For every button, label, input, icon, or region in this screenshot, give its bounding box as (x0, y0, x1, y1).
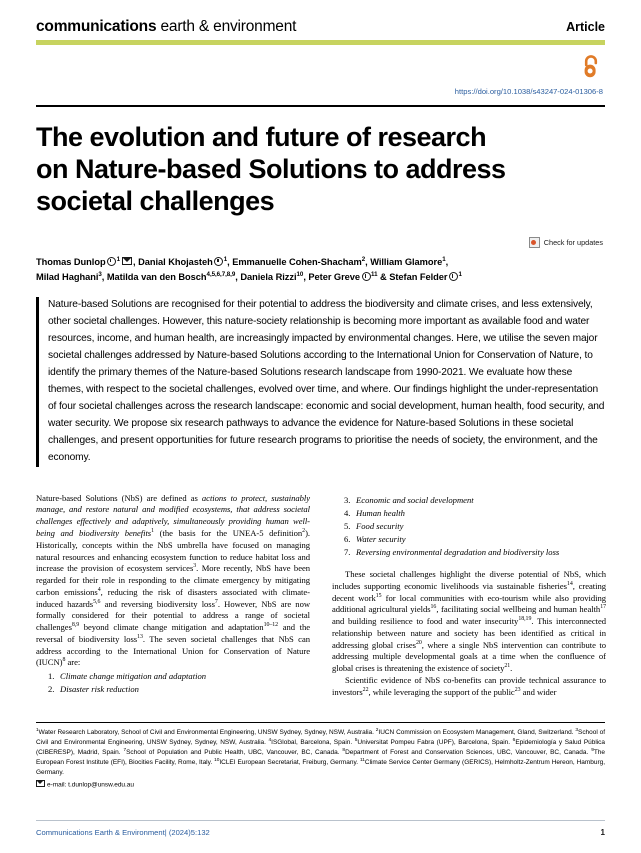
envelope-icon (36, 780, 45, 787)
intro-text-a: Nature-based Solutions (NbS) are defined as (36, 492, 202, 503)
affiliation-text: Water Research Laboratory, School of Civil and Environmental Engineering, UNSW Sydney, Sydney, NSW, Australia. (38, 729, 376, 736)
ref-21[interactable]: 21 (504, 663, 511, 670)
list-item (332, 546, 606, 559)
intro-text-b: (the basis for the UNEA-5 definition (154, 527, 303, 538)
list-item-number: 1. (48, 671, 55, 682)
orcid-icon[interactable] (449, 272, 458, 281)
affiliation-number: 9 (591, 747, 594, 753)
author-name[interactable]: Peter Greve (308, 272, 361, 283)
author-name[interactable]: Daniela Rizzi (240, 272, 297, 283)
journal-title (36, 18, 296, 36)
affiliation-text: Universitat Pompeu Fabra (UPF), Barcelona, Spain. (357, 739, 513, 747)
check-for-updates-badge[interactable] (36, 237, 605, 248)
abstract-text: Nature-based Solutions are recognised for their potential to address the biodiversity and climate crises, and less extensively, other societal challenges. However, this nature-society relationship is becoming more important as available food and water resources, income, and human health, are increasingly impacted by environmental changes. Here, we utilise the seven major societal challenges addressed by Nature-based Solutions according to the International Union for Conservation of Nature, to identify the primary themes of the Nature-based Solutions research landscape from 1990-2021. We evaluate how these themes, with respect to the societal challenges, evolved over time, and where. Our findings highlight the under-representation of four societal challenges across the research landscape: economic and social development, human health, food security, and water security. We propose six research pathways to advance the evidence for Nature-based Solutions in these societal challenges, and present opportunities for future research programs to prioritise the needs of society, the environment, and the economy. (48, 299, 605, 463)
right2-text-b: , while leveraging the support of the public (368, 686, 515, 697)
author-name[interactable]: Danial Khojasteh (138, 257, 213, 268)
author-line-1: Thomas Dunlop $^1$ , Danial Khojasteh $^1$, Emmanuelle Cohen-Shacham$^2$, William Glamore$^1$, (36, 256, 449, 268)
orcid-icon[interactable] (214, 257, 223, 266)
list-item-number: 2. (48, 684, 55, 695)
intro-text-f: and reversing biodiversity loss (100, 598, 215, 609)
footer-journal-name: Communications Earth & Environment (36, 828, 165, 837)
ref-15[interactable]: 15 (375, 592, 382, 599)
right-text-e: and building resilience to food and water insecurity (332, 616, 519, 627)
list-item-label: Economic and social development (356, 494, 474, 505)
ref-4[interactable]: 4 (97, 586, 101, 593)
list-item (332, 507, 606, 520)
list-item-label: Food security (356, 520, 404, 531)
intro-text-j: . The seven societal challenges that NbS can address according to the International Union for Conservation of Nature (IUCN) (36, 633, 310, 668)
journal-title-rest: earth & environment (156, 18, 297, 35)
author-affiliation-ref[interactable]: 2 (361, 256, 366, 264)
journal-title-bold: communications (36, 18, 157, 35)
affiliation-number: 5 (354, 737, 358, 743)
intro-text-i: and the reversal of biodiversity loss (36, 622, 310, 644)
intro-text-d: . More recently, NbS have been regarded for their role in responding to the climate emergency by mitigating carbon emissions (36, 563, 310, 597)
intro-text-e: , reducing the risk of disasters associated with climate-induced hazards (36, 586, 310, 609)
affiliations-text (36, 728, 605, 778)
affiliation-text: Epidemiología y Salud Pública (CIBERESP), Madrid, Spain. (36, 739, 606, 757)
right-text-c: for local communities with eco-tourism while also providing additional agricultural yields (332, 592, 606, 615)
ref-20[interactable]: 20 (415, 639, 422, 646)
check-for-updates-label: Check for updates (543, 238, 603, 248)
ref-2[interactable]: 2 (302, 528, 306, 535)
ref-13[interactable]: 13 (137, 634, 143, 641)
ref-17[interactable]: 17 (600, 604, 606, 611)
corresponding-author-icon[interactable] (122, 257, 132, 265)
affiliation-number: 8 (342, 747, 346, 753)
affiliation-text: The European Forest Institute (EFI), Biocities Facility, Rome, Italy. (36, 749, 605, 767)
societal-challenges-list-right (332, 494, 606, 559)
ref-18-19[interactable]: 18,19 (518, 616, 532, 623)
affiliation-number: 7 (123, 747, 127, 753)
intro-paragraph (36, 493, 310, 669)
ref-8b[interactable]: 8 (62, 657, 66, 664)
list-item-label: Human health (356, 507, 405, 518)
intro-text-h: beyond climate change mitigation and adaptation (79, 622, 264, 633)
author-affiliation-ref[interactable]: 1 (442, 256, 446, 264)
abstract-block (36, 297, 605, 466)
article-type-label: Article (566, 20, 605, 34)
evidence-paragraph (332, 675, 606, 699)
ref-22[interactable]: 22 (362, 686, 369, 693)
page-number: 1 (600, 828, 605, 837)
affiliation-text: School of Population and Public Health, UBC, Vancouver, BC, Canada. (126, 749, 343, 757)
right2-text-a: Scientific evidence of NbS co-benefits can provide technical assurance to investors (332, 674, 606, 697)
right-text-g: , where a single NbS intervention can contribute to addressing multiple developmental goals at a time when the confluence of global crises is threatening the existence of society (332, 639, 607, 674)
body-column-left (36, 493, 310, 699)
affiliation-number: 3 (575, 727, 578, 733)
challenges-paragraph (332, 569, 606, 675)
nbs-definition: actions to protect, sustainably manage, and restore natural and modified ecosystems, that address societal challenges effectively and adaptively, simultaneously providing human well-being and biodiversity benefits (36, 492, 310, 538)
author-affiliation-ref[interactable]: 10 (296, 271, 304, 279)
intro-text-k: are: (65, 657, 81, 668)
right-text-a: These societal challenges highlight the diverse potential of NbS, which includes supporting economic livelihoods via sustainable fisheries (332, 569, 606, 591)
affiliations-divider (36, 722, 605, 723)
author-list (36, 255, 605, 285)
ref-14[interactable]: 14 (566, 580, 573, 587)
intro-text-c: ). Historically, concepts within the NbS umbrella have focused on managing natural resources and enhancing ecosystem function to reduce habitat loss and increase the provision of ecosystem services (36, 527, 310, 574)
ref-5-6[interactable]: 5,6 (93, 598, 101, 605)
affiliation-text: ISGlobal, Barcelona, Spain. (271, 739, 355, 747)
author-name[interactable]: William Glamore (370, 257, 443, 268)
affiliation-text: Department of Forest and Conservation Sciences, UBC, Vancouver, BC, Canada. (345, 749, 592, 757)
author-affiliation-ref[interactable]: 11 (371, 271, 378, 279)
societal-challenges-list-left (36, 670, 310, 696)
list-item-label: Water security (356, 533, 406, 544)
intro-text-g: . However, NbS are now formally considered for their potential to address a range of societal challenges (36, 598, 310, 633)
affiliation-text: School of Civil and Environmental Engineering, UNSW Sydney, Sydney, NSW, Australia. (36, 729, 605, 747)
list-item-label: Climate change mitigation and adaptation (60, 671, 207, 682)
title-divider (36, 105, 605, 107)
list-item (332, 533, 606, 546)
author-affiliation-ref[interactable]: 1 (223, 256, 228, 264)
check-for-updates-icon (529, 237, 540, 248)
right2-text-c: and wider (520, 686, 557, 697)
author-name[interactable]: Thomas Dunlop (36, 257, 106, 268)
affiliation-number: 1 (36, 727, 39, 733)
footer-divider (36, 820, 605, 821)
list-item-label: Disaster risk reduction (60, 684, 139, 695)
orcid-icon[interactable] (362, 272, 371, 281)
ref-7[interactable]: 7 (214, 598, 218, 605)
affiliation-number: 4 (268, 737, 272, 743)
ref-8-9[interactable]: 8,9 (71, 622, 80, 629)
author-name[interactable]: Matilda van den Bosch (106, 272, 207, 283)
list-item-label: Reversing environmental degradation and biodiversity loss (356, 546, 560, 557)
author-affiliation-ref[interactable]: 1 (116, 256, 120, 264)
body-columns (36, 493, 605, 699)
email-label: e-mail: (47, 781, 69, 789)
ref-3[interactable]: 3 (193, 563, 197, 570)
open-access-row (36, 45, 605, 93)
author-affiliation-ref[interactable]: 4,5,6,7,8,9 (206, 271, 236, 279)
page-footer (36, 828, 605, 837)
affiliation-number: 6 (512, 737, 516, 743)
right-text-f: . This interconnected relationship between nature and society has been identified as critical in addressing global crises (332, 616, 606, 650)
doi-link[interactable]: https://doi.org/10.1038/s43247-024-01306-8 (454, 87, 603, 96)
page-title: The evolution and future of research on Nature-based Solutions to address societal challenges (36, 122, 506, 217)
ref-23[interactable]: 23 (514, 686, 521, 693)
ref-10-12[interactable]: 10–12 (263, 622, 279, 629)
orcid-icon[interactable] (107, 257, 116, 266)
list-item-number: 6. (344, 533, 351, 544)
list-item (36, 670, 310, 683)
journal-header (36, 0, 605, 36)
body-column-right (332, 493, 606, 699)
corresponding-email-line (36, 780, 605, 791)
author-name[interactable]: Milad Haghani (36, 272, 99, 283)
author-line-2: Milad Haghani$^3$, Matilda van den Bosch$^{4,5,6,7,8,9}$, Daniela Rizzi$^{10}$, Peter Greve $^{11}$ & Stefan Felder $^1$ (36, 271, 462, 283)
list-item-number: 4. (344, 507, 351, 518)
list-item (332, 520, 606, 533)
affiliation-text: ICLEI European Secretariat, Freiburg, Germany. (219, 759, 360, 767)
open-access-lock-icon (580, 53, 602, 79)
affiliation-number: 11 (359, 758, 365, 764)
list-item-number: 3. (344, 494, 351, 505)
right-text-d: , facilitating social wellbeing and human health (436, 604, 601, 615)
email-address[interactable]: t.dunlop@unsw.edu.au (68, 781, 134, 789)
list-item (332, 494, 606, 507)
ref-16[interactable]: 16 (430, 604, 437, 611)
right-text-b: , creating decent work (332, 580, 606, 603)
affiliation-text: Climate Service Center Germany (GERICS), Helmholtz-Zentrum Hereon, Hamburg, Germany. (36, 759, 606, 777)
ref-1[interactable]: 1 (151, 528, 155, 535)
affiliation-text: IUCN Commission on Ecosystem Management, Gland, Switzerland. (378, 729, 576, 736)
footer-volume: | (2024)5:132 (164, 828, 210, 837)
affiliation-number: 2 (375, 727, 379, 733)
footer-citation (36, 828, 210, 837)
author-name[interactable]: Emmanuelle Cohen-Shacham (232, 257, 362, 268)
author-affiliation-ref[interactable]: 1 (458, 271, 462, 279)
affiliation-number: 10 (214, 758, 220, 764)
list-item (36, 683, 310, 696)
list-item-number: 7. (344, 546, 351, 557)
affiliations-block (36, 722, 605, 791)
list-item-number: 5. (344, 520, 351, 531)
author-name[interactable]: Stefan Felder (389, 272, 448, 283)
right-text-h: . (510, 663, 513, 674)
author-affiliation-ref[interactable]: 3 (98, 271, 102, 279)
